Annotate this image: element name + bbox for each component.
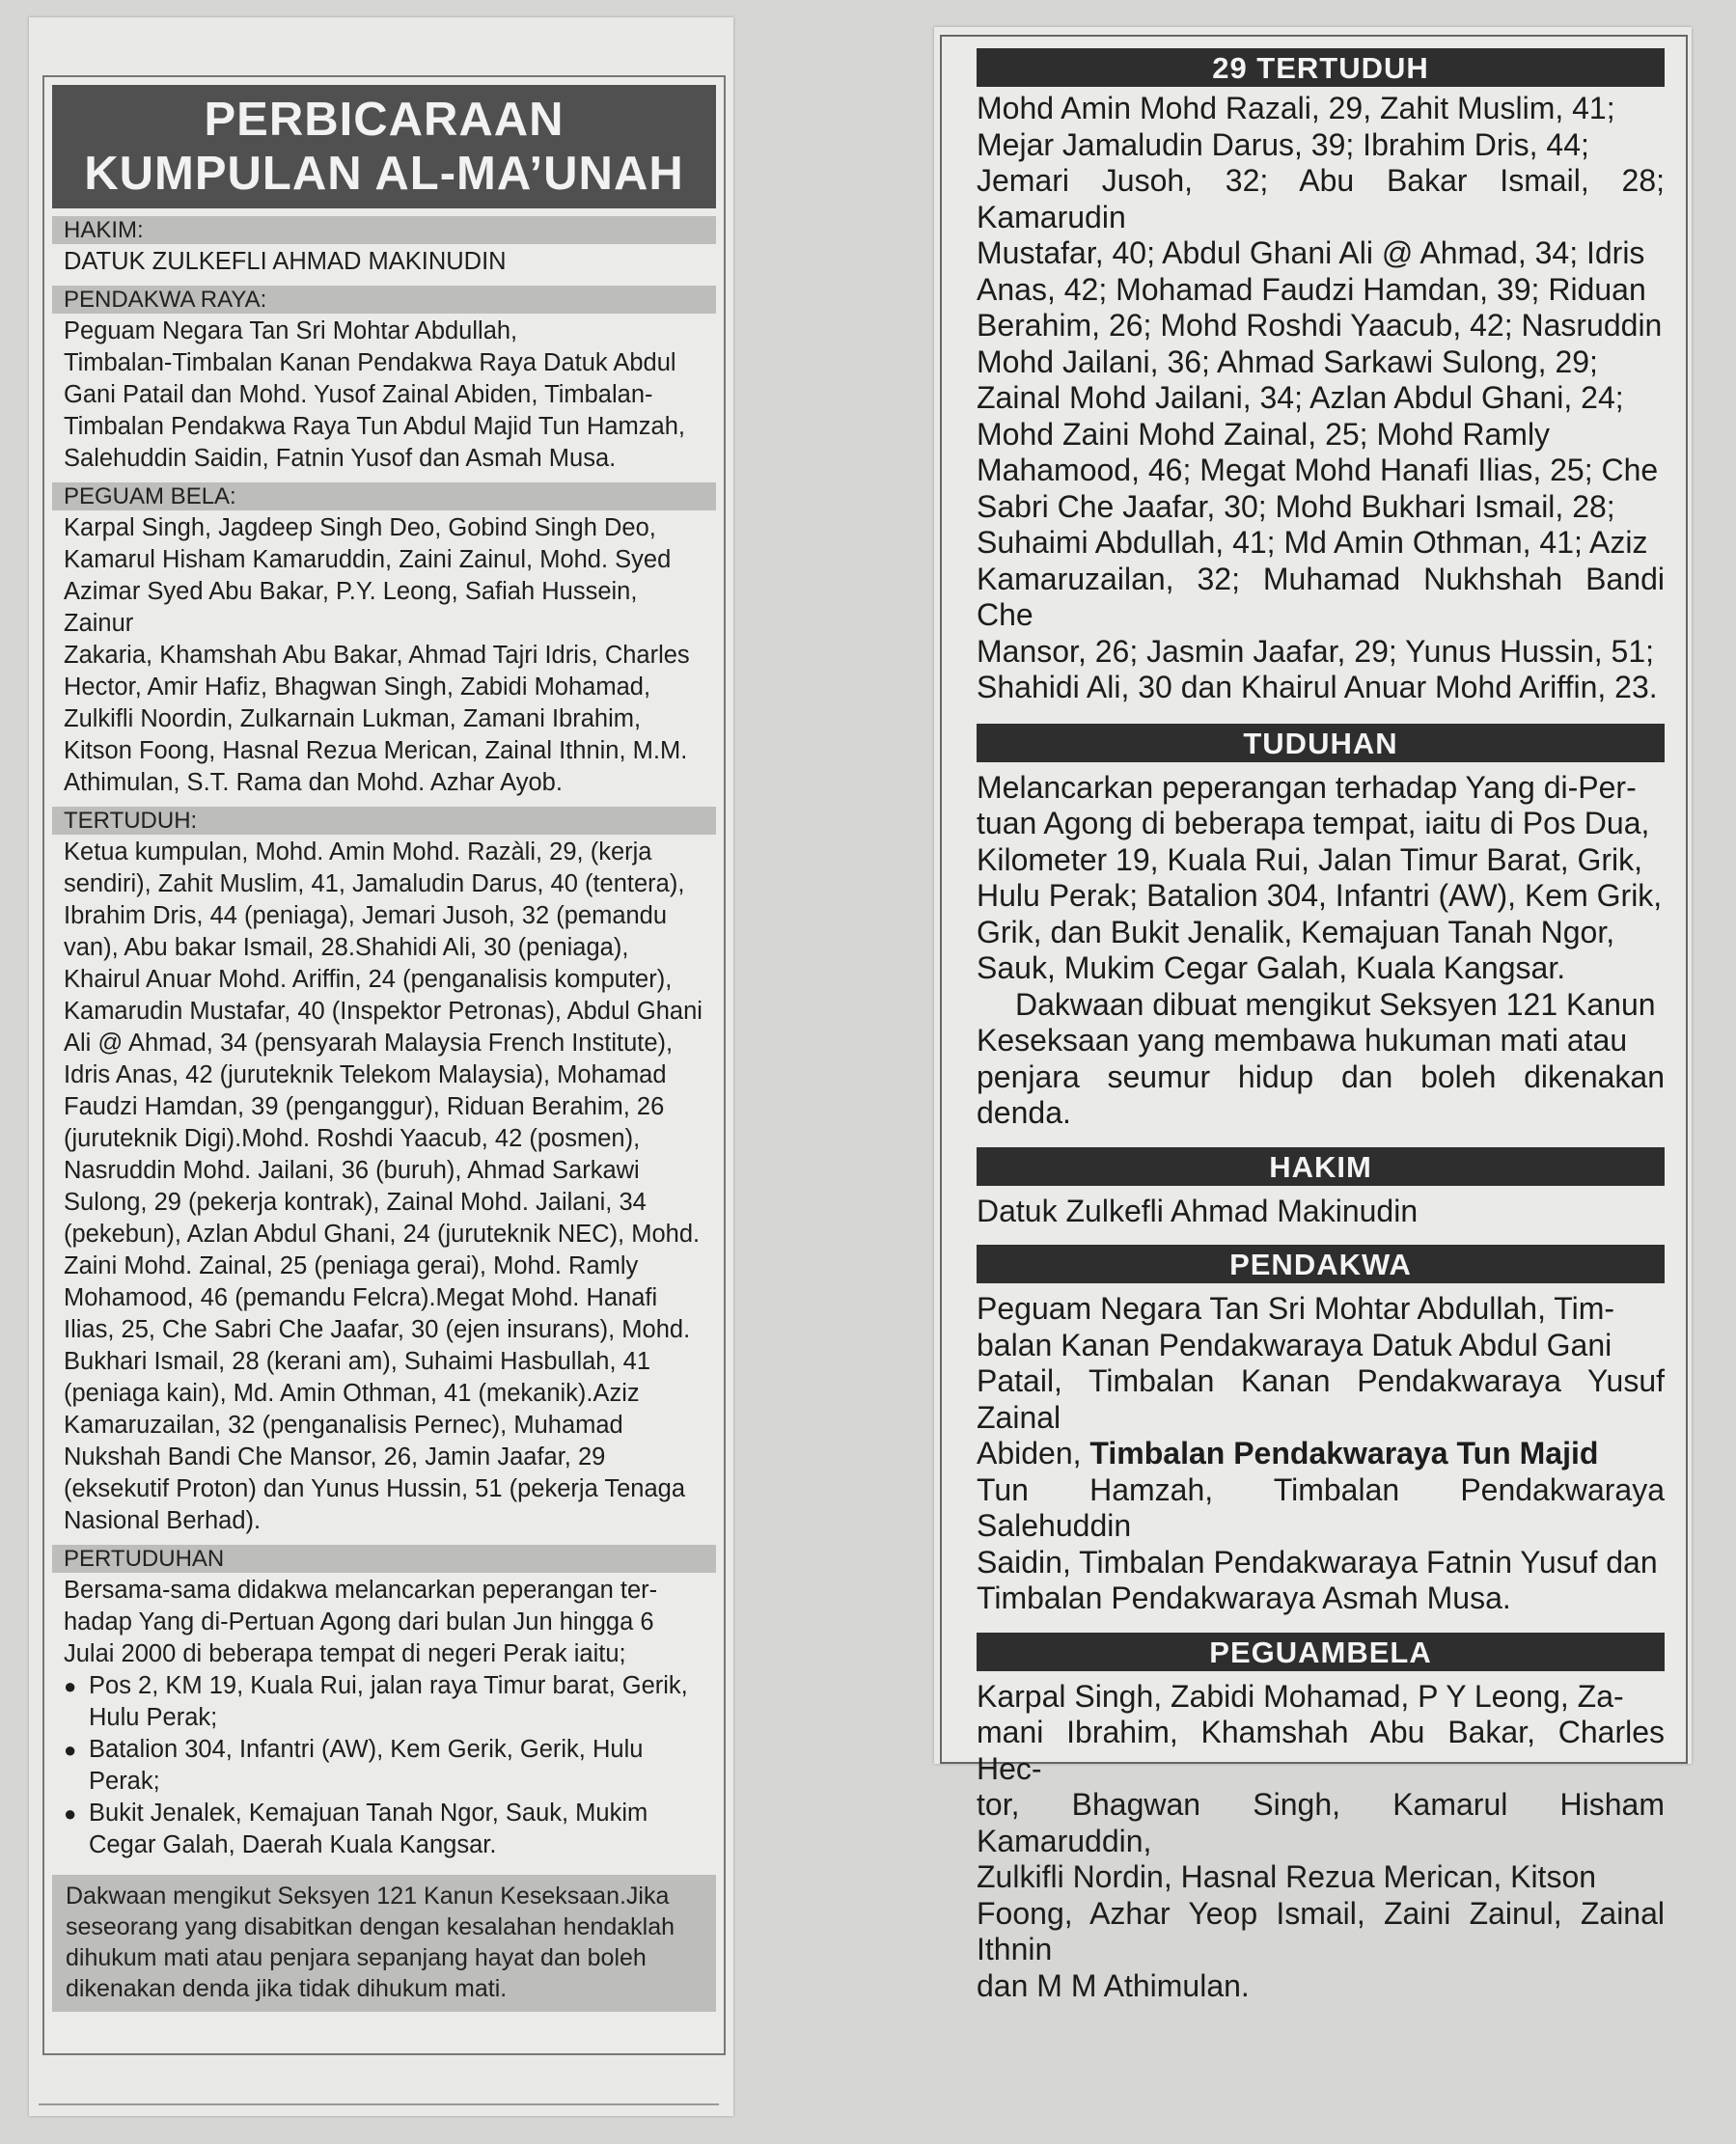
text-line: Abiden, Timbalan Pendakwaraya Tun Majid (977, 1436, 1599, 1471)
text-line: Bukhari Ismail, 28 (kerani am), Suhaimi Hasbullah, 41 (64, 1348, 651, 1375)
text-line: Athimulan, S.T. Rama dan Mohd. Azhar Ayob. (64, 769, 563, 796)
text-line: Timbalan-Timbalan Kanan Pendakwa Raya Datuk Abdul (64, 349, 676, 376)
text-line: Mahamood, 46; Megat Mohd Hanafi Ilias, 25; Che (977, 453, 1659, 487)
text-line: dan M M Athimulan. (977, 1967, 1250, 2003)
pertuduhan-text (52, 1573, 716, 1861)
text-line: Mohd Amin Mohd Razali, 29, Zahit Muslim, 41; (977, 91, 1615, 125)
text-line: Mohamood, 46 (pemandu Felcra).Megat Mohd. Hanafi (64, 1284, 658, 1311)
text-line: Bukit Jenalek, Kemajuan Tanah Ngor, Sauk, Mukim (89, 1800, 648, 1827)
text-line: tor, Bhagwan Singh, Kamarul Hisham Kamaruddin, (977, 1787, 1665, 1858)
text-line: Mohd Zaini Mohd Zainal, 25; Mohd Ramly (977, 416, 1551, 452)
text-line: Gani Patail dan Mohd. Yusof Zainal Abiden, Timbalan- (64, 381, 653, 408)
text-line: Peguam Negara Tan Sri Mohtar Abdullah, Tim- (977, 1291, 1615, 1326)
text-line: Zaini Mohd. Zainal, 25 (peniaga gerai), Mohd. Ramly (64, 1252, 639, 1279)
tertuduh-header: 29 TERTUDUH (977, 48, 1665, 87)
text-line: penjara seumur hidup dan boleh dikenakan denda. (977, 1058, 1665, 1130)
text-line: Zainal Mohd Jailani, 34; Azlan Abdul Ghani, 24; (977, 380, 1624, 415)
text-line: Pos 2, KM 19, Kuala Rui, jalan raya Timur barat, Gerik, (89, 1672, 688, 1699)
text-line: Karpal Singh, Jagdeep Singh Deo, Gobind Singh Deo, (64, 514, 656, 541)
text-line: Dakwaan mengikut Seksyen 121 Kanun Keseksaan.Jika (66, 1883, 670, 1910)
pendakwa-header: PENDAKWA (977, 1245, 1665, 1283)
left-clipping (42, 75, 726, 2055)
text-line: Ibrahim Dris, 44 (peniaga), Jemari Jusoh, 32 (pemandu (64, 902, 668, 929)
text-line: (eksekutif Proton) dan Yunus Hussin, 51 (pekerja Tenaga (64, 1475, 686, 1502)
text-line: Timbalan Pendakwaraya Asmah Musa. (977, 1581, 1511, 1615)
text-line: Faudzi Hamdan, 39 (penganggur), Riduan Berahim, 26 (64, 1093, 665, 1120)
text-line: Zulkifli Noordin, Zulkarnain Lukman, Zamani Ibrahim, (64, 705, 642, 732)
text-line: Dakwaan dibuat mengikut Seksyen 121 Kanun (1015, 986, 1656, 1022)
text-line: Julai 2000 di beberapa tempat di negeri Perak iaitu; (64, 1640, 626, 1667)
pertuduhan-section (52, 1545, 716, 1861)
tertuduh-list (977, 91, 1665, 706)
hakim-section (52, 216, 716, 278)
bullet-item (64, 1734, 706, 1798)
text-line: Peguam Negara Tan Sri Mohtar Abdullah, (64, 317, 518, 344)
text-line: Hulu Perak; Batalion 304, Infantri (AW), Kem Grik, (977, 878, 1663, 913)
text-line: Batalion 304, Infantri (AW), Kem Gerik, Gerik, Hulu (89, 1736, 644, 1763)
text-line: (pekebun), Azlan Abdul Ghani, 24 (juruteknik NEC), Mohd. (64, 1221, 701, 1248)
text-line: van), Abu bakar Ismail, 28.Shahidi Ali, 30 (peniaga), (64, 934, 629, 961)
tertuduh-section (52, 807, 716, 1537)
text-line: Hulu Perak; (89, 1704, 218, 1731)
text-line: Sabri Che Jaafar, 30; Mohd Bukhari Ismail, 28; (977, 488, 1615, 524)
text-line: Nasional Berhad). (64, 1507, 262, 1534)
text-line: Tun Hamzah, Timbalan Pendakwaraya Salehuddin (977, 1471, 1665, 1543)
right-clipping (940, 35, 1688, 2003)
tertuduh-label: TERTUDUH: (52, 807, 716, 835)
tertuduh-text (52, 835, 716, 1537)
text-line: Kamaruzailan, 32 (penganalisis Pernec), Muhamad (64, 1412, 623, 1439)
text-line: Grik, dan Bukit Jenalik, Kemajuan Tanah Ngor, (977, 914, 1615, 949)
text-line: Mustafar, 40; Abdul Ghani Ali @ Ahmad, 34; Idris (977, 235, 1645, 270)
text-line: seseorang yang disabitkan dengan kesalahan hendaklah (66, 1913, 675, 1940)
masthead (52, 85, 716, 208)
peguam-text (52, 510, 716, 799)
peguambela-header: PEGUAMBELA (977, 1633, 1665, 1671)
text-line: Hector, Amir Hafiz, Bhagwan Singh, Zabidi Mohamad, (64, 673, 651, 701)
hakim-label: HAKIM: (52, 216, 716, 244)
text-line: Patail, Timbalan Kanan Pendakwaraya Yusuf Zainal (977, 1363, 1665, 1435)
text-line: Perak; (89, 1768, 160, 1795)
text-line: dihukum mati atau penjara sepanjang hayat dan boleh (66, 1944, 647, 1971)
text-line: Sauk, Mukim Cegar Galah, Kuala Kangsar. (977, 950, 1566, 985)
bullet-icon: ● (64, 1801, 77, 1826)
text-line: Nasruddin Mohd. Jailani, 36 (buruh), Ahmad Sarkawi (64, 1157, 640, 1184)
pendakwa-label: PENDAKWA RAYA: (52, 286, 716, 314)
text-line: Bersama-sama didakwa melancarkan peperangan ter- (64, 1577, 658, 1604)
text-line: Keseksaan yang membawa hukuman mati atau (977, 1023, 1628, 1058)
text-line: Salehuddin Saidin, Fatnin Yusof dan Asmah Musa. (64, 445, 617, 472)
text-line: Idris Anas, 42 (juruteknik Telekom Malaysia), Mohamad (64, 1061, 667, 1088)
divider (39, 2103, 719, 2105)
bullet-item (64, 1798, 706, 1861)
text-line: Melancarkan peperangan terhadap Yang di-Per- (977, 769, 1637, 805)
pendakwa-text (52, 314, 716, 475)
text-line: mani Ibrahim, Khamshah Abu Bakar, Charles Hec- (977, 1715, 1665, 1786)
text-line: Mejar Jamaludin Darus, 39; Ibrahim Dris, 44; (977, 126, 1589, 162)
text-line: Zakaria, Khamshah Abu Bakar, Ahmad Tajri Idris, Charles (64, 642, 690, 669)
bullet-icon: ● (64, 1674, 77, 1698)
tuduhan-header: TUDUHAN (977, 724, 1665, 762)
text-line: Cegar Galah, Daerah Kuala Kangsar. (89, 1831, 497, 1858)
pendakwa-text (977, 1291, 1665, 1617)
text-line: Mohd Jailani, 36; Ahmad Sarkawi Sulong, 29; (977, 344, 1598, 379)
text-line: Sulong, 29 (pekerja kontrak), Zainal Mohd. Jailani, 34 (64, 1189, 647, 1216)
text-line: Kamaruzailan, 32; Muhamad Nukhshah Bandi Che (977, 561, 1665, 632)
text-line: dikenakan denda jika tidak dihukum mati. (66, 1975, 508, 2002)
footer-note (52, 1875, 716, 2012)
text-line: Ilias, 25, Che Sabri Che Jaafar, 30 (ejen insurans), Mohd. (64, 1316, 691, 1343)
tuduhan-text (977, 770, 1665, 1132)
text-line: Kilometer 19, Kuala Rui, Jalan Timur Barat, Grik, (977, 841, 1643, 877)
peguambela-text (977, 1679, 1665, 2005)
text-line: tuan Agong di beberapa tempat, iaitu di Pos Dua, (977, 806, 1650, 840)
text-line: Suhaimi Abdullah, 41; Md Amin Othman, 41; Aziz (977, 525, 1648, 560)
pertuduhan-label: PERTUDUHAN (52, 1545, 716, 1573)
hakim-header: HAKIM (977, 1147, 1665, 1186)
text-line: Khairul Anuar Mohd. Ariffin, 24 (penganalisis komputer), (64, 966, 673, 993)
peguam-section (52, 482, 716, 799)
hakim-name: Datuk Zulkefli Ahmad Makinudin (977, 1193, 1419, 1228)
pendakwa-section (52, 286, 716, 475)
text-line: Anas, 42; Mohamad Faudzi Hamdan, 39; Riduan (977, 271, 1646, 307)
text-line: Saidin, Timbalan Pendakwaraya Fatnin Yusuf dan (977, 1544, 1658, 1580)
text-line: Kamarul Hisham Kamaruddin, Zaini Zainul, Mohd. Syed (64, 546, 672, 573)
text-line: Berahim, 26; Mohd Roshdi Yaacub, 42; Nasruddin (977, 308, 1663, 343)
text-line: Timbalan Pendakwa Raya Tun Abdul Majid Tun Hamzah, (64, 413, 685, 440)
text-line: sendiri), Zahit Muslim, 41, Jamaludin Darus, 40 (tentera), (64, 870, 685, 897)
title-line-1: PERBICARAAN (204, 94, 565, 146)
bullet-icon: ● (64, 1738, 77, 1762)
text-line: Azimar Syed Abu Bakar, P.Y. Leong, Safiah Hussein, Zainur (64, 578, 638, 637)
text-line: Karpal Singh, Zabidi Mohamad, P Y Leong, Za- (977, 1678, 1624, 1714)
text-line: Nukshah Bandi Che Mansor, 26, Jamin Jaafar, 29 (64, 1443, 606, 1471)
text-line: (juruteknik Digi).Mohd. Roshdi Yaacub, 42 (posmen), (64, 1125, 641, 1152)
text-line: Shahidi Ali, 30 dan Khairul Anuar Mohd Ariffin, 23. (977, 670, 1658, 704)
text-line: Zulkifli Nordin, Hasnal Rezua Merican, Kitson (977, 1859, 1597, 1894)
text-line: Ketua kumpulan, Mohd. Amin Mohd. Razàli, 29, (kerja (64, 838, 652, 866)
text-line: Foong, Azhar Yeop Ismail, Zaini Zainul, Zainal Ithnin (977, 1895, 1665, 1966)
text-line: Ali @ Ahmad, 34 (pensyarah Malaysia French Institute), (64, 1030, 674, 1057)
text-line: hadap Yang di-Pertuan Agong dari bulan Jun hingga 6 (64, 1608, 654, 1635)
text-line: Jemari Jusoh, 32; Abu Bakar Ismail, 28; Kamarudin (977, 163, 1665, 234)
bullet-item (64, 1670, 706, 1734)
peguam-label: PEGUAM BELA: (52, 482, 716, 510)
text-line: Kamarudin Mustafar, 40 (Inspektor Petronas), Abdul Ghani (64, 998, 703, 1025)
text-line: balan Kanan Pendakwaraya Datuk Abdul Gani (977, 1327, 1612, 1362)
bold-phrase: Timbalan Pendakwaraya Tun Majid (1089, 1436, 1599, 1471)
text-line: (peniaga kain), Md. Amin Othman, 41 (mekanik).Aziz (64, 1380, 640, 1407)
hakim-name: DATUK ZULKEFLI AHMAD MAKINUDIN (64, 248, 507, 275)
title-line-2: KUMPULAN AL-MA’UNAH (84, 148, 684, 200)
text-line: Mansor, 26; Jasmin Jaafar, 29; Yunus Hussin, 51; (977, 633, 1655, 669)
text-line: Kitson Foong, Hasnal Rezua Merican, Zainal Ithnin, M.M. (64, 737, 688, 764)
